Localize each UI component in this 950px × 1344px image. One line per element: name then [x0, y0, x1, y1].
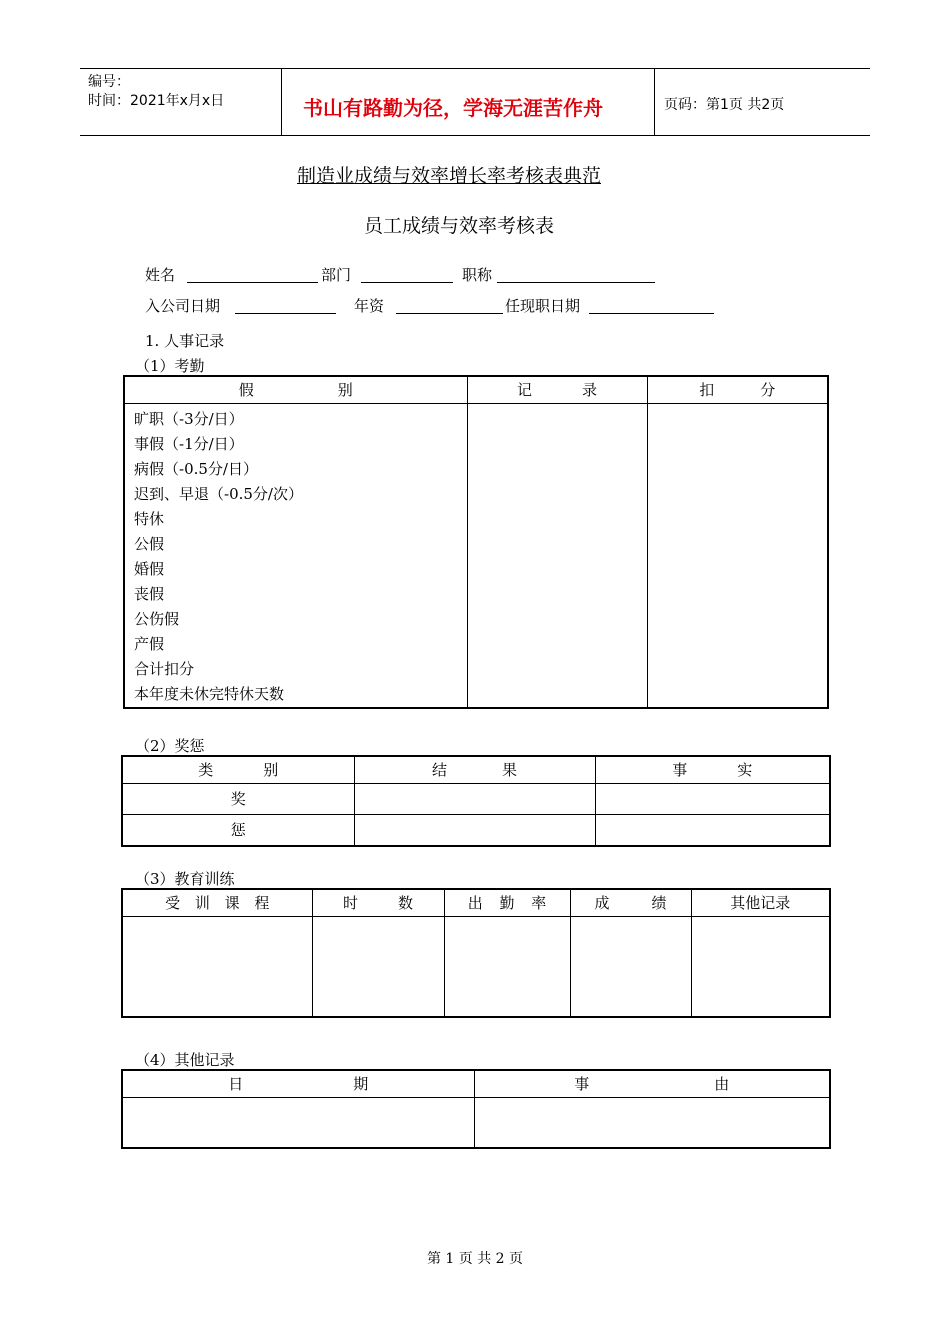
page-title: 制造业成绩与效率增长率考核表典范: [297, 165, 602, 187]
seniority-label: 年资: [354, 297, 385, 315]
attendance-rate-cell[interactable]: [444, 917, 570, 1017]
header-top-rule: [80, 68, 870, 69]
current-post-date-label: 任现职日期: [505, 297, 581, 315]
list-item: 产假: [134, 635, 165, 653]
penalty-facts-cell[interactable]: [595, 815, 830, 847]
column-header-text: 类: [198, 761, 214, 779]
column-header-text: 数: [398, 894, 414, 912]
join-date-label: 入公司日期: [145, 297, 221, 315]
other-records-cell[interactable]: [691, 917, 830, 1017]
other-records-heading: （4）其他记录: [135, 1051, 235, 1069]
header-bottom-rule: [80, 135, 870, 136]
department-field[interactable]: [361, 282, 453, 283]
rewards-table: [121, 755, 831, 847]
list-item: 本年度未休完特休天数: [134, 685, 285, 703]
reward-result-cell[interactable]: [354, 784, 595, 815]
leave-type-list: [124, 404, 467, 709]
column-header-hours: [312, 889, 444, 917]
page-info: 页码：第1页 共2页: [664, 97, 785, 113]
list-item: 丧假: [134, 585, 165, 603]
department-label: 部门: [321, 266, 352, 284]
penalty-label: 惩: [122, 815, 354, 847]
column-header-text: 结: [431, 761, 447, 779]
column-header-text: 实: [737, 761, 753, 779]
header-divider: [281, 68, 282, 136]
list-item: 公假: [134, 535, 165, 553]
attendance-table: [123, 375, 829, 709]
column-header-category: [122, 756, 354, 784]
form-title: 员工成绩与效率考核表: [364, 215, 555, 237]
list-item: 迟到、早退（-0.5分/次）: [134, 485, 303, 503]
other-records-table: [121, 1069, 831, 1149]
list-item: 事假（-1分/日）: [134, 435, 244, 453]
column-header-reason: [474, 1070, 830, 1098]
column-header-record: [467, 376, 647, 404]
penalty-result-cell[interactable]: [354, 815, 595, 847]
table-row: [122, 815, 830, 847]
list-item: 病假（-0.5分/日）: [134, 460, 258, 478]
rewards-heading: （2）奖惩: [135, 737, 205, 755]
document-time-label: 时间：2021年x月x日: [88, 93, 225, 109]
column-header-other-records: 其他记录: [691, 889, 830, 917]
column-header-text: 事: [672, 761, 688, 779]
list-item: 婚假: [134, 560, 165, 578]
list-item: 合计扣分: [134, 660, 195, 678]
column-header-text: 日: [228, 1075, 244, 1093]
column-header-facts: [595, 756, 830, 784]
list-item: 旷职（-3分/日）: [134, 410, 244, 428]
score-cell[interactable]: [570, 917, 691, 1017]
section-heading: 1. 人事记录: [145, 332, 225, 350]
column-header-text: 分: [760, 381, 776, 399]
reward-label: 奖: [122, 784, 354, 815]
column-header-text: 记: [516, 381, 532, 399]
column-header-text: 果: [502, 761, 518, 779]
header-motto: 书山有路勤为径，学海无涯苦作舟: [303, 96, 603, 120]
column-header-deduction: [647, 376, 828, 404]
document-number-label: 编号：: [88, 74, 130, 90]
column-header-text: 别: [263, 761, 279, 779]
job-title-field[interactable]: [497, 282, 655, 283]
column-header-text: 事: [574, 1075, 590, 1093]
training-table: [121, 888, 831, 1018]
column-header-text: 期: [353, 1075, 369, 1093]
column-header-text: 扣: [699, 381, 715, 399]
reward-facts-cell[interactable]: [595, 784, 830, 815]
column-header-date: [122, 1070, 474, 1098]
column-header-text: 录: [582, 381, 598, 399]
course-cell[interactable]: [122, 917, 312, 1017]
seniority-field[interactable]: [396, 313, 503, 314]
column-header-text: 绩: [651, 894, 667, 912]
column-header-attendance-rate: 出 勤 率: [444, 889, 570, 917]
table-row: [122, 784, 830, 815]
list-item: 特休: [134, 510, 165, 528]
column-header-text: 别: [337, 381, 353, 399]
column-header-text: 由: [714, 1075, 730, 1093]
reason-cell[interactable]: [474, 1098, 830, 1148]
column-header-course: 受 训 课 程: [122, 889, 312, 917]
attendance-heading: （1）考勤: [135, 357, 205, 375]
page-footer: 第 1 页 共 2 页: [426, 1251, 524, 1267]
column-header-result: [354, 756, 595, 784]
record-cell[interactable]: [467, 404, 647, 709]
hours-cell[interactable]: [312, 917, 444, 1017]
header-divider: [654, 68, 655, 136]
table-row: [122, 1098, 830, 1148]
column-header-score: [570, 889, 691, 917]
column-header-text: 假: [238, 381, 254, 399]
name-field[interactable]: [187, 282, 318, 283]
column-header-text: 成: [594, 894, 610, 912]
job-title-label: 职称: [462, 266, 493, 284]
column-header-text: 时: [342, 894, 358, 912]
deduction-cell[interactable]: [647, 404, 828, 709]
training-heading: （3）教育训练: [135, 870, 235, 888]
list-item: 公伤假: [134, 610, 180, 628]
name-label: 姓名: [145, 266, 176, 284]
column-header-leave-type: [124, 376, 467, 404]
date-cell[interactable]: [122, 1098, 474, 1148]
current-post-date-field[interactable]: [589, 313, 714, 314]
table-row: [122, 917, 830, 1017]
join-date-field[interactable]: [235, 313, 336, 314]
